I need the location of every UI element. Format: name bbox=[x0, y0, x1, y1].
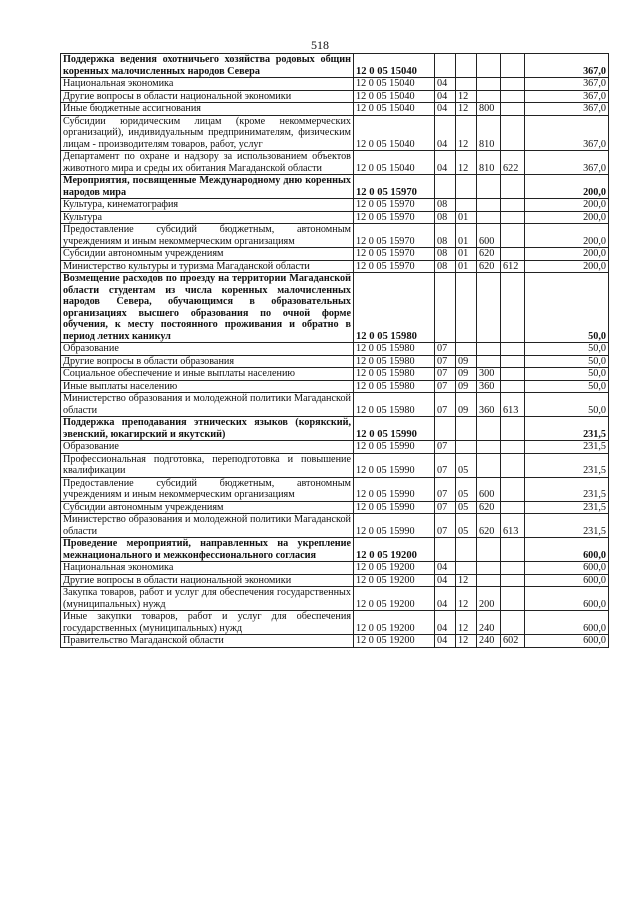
amount: 50,0 bbox=[525, 393, 609, 417]
subsection-code bbox=[456, 417, 477, 441]
subsection-code bbox=[456, 175, 477, 199]
administrator-code bbox=[501, 343, 525, 356]
administrator-code bbox=[501, 587, 525, 611]
section-code: 07 bbox=[435, 453, 456, 477]
section-code: 04 bbox=[435, 587, 456, 611]
row-name: Другие вопросы в области образования bbox=[61, 355, 354, 368]
administrator-code: 622 bbox=[501, 151, 525, 175]
row-name: Предоставление субсидий бюджетным, автономным учреждениям и иным некоммерческим организациям bbox=[61, 477, 354, 501]
subsection-code: 09 bbox=[456, 380, 477, 393]
administrator-code bbox=[501, 453, 525, 477]
row-name: Образование bbox=[61, 343, 354, 356]
table-row bbox=[61, 151, 609, 175]
amount: 200,0 bbox=[525, 224, 609, 248]
section-code: 04 bbox=[435, 115, 456, 151]
amount: 231,5 bbox=[525, 514, 609, 538]
table-row bbox=[61, 224, 609, 248]
administrator-code bbox=[501, 78, 525, 91]
budget-table-body bbox=[61, 54, 609, 648]
expense-type-code: 360 bbox=[477, 380, 501, 393]
table-row bbox=[61, 453, 609, 477]
administrator-code: 602 bbox=[501, 635, 525, 648]
table-row bbox=[61, 90, 609, 103]
row-name: Министерство культуры и туризма Магаданской области bbox=[61, 260, 354, 273]
target-article-code: 12 0 05 15980 bbox=[354, 368, 435, 381]
administrator-code bbox=[501, 115, 525, 151]
target-article-code: 12 0 05 15040 bbox=[354, 54, 435, 78]
amount: 200,0 bbox=[525, 199, 609, 212]
section-code: 07 bbox=[435, 355, 456, 368]
row-name: Профессиональная подготовка, переподготовка и повышение квалификации bbox=[61, 453, 354, 477]
subsection-code: 01 bbox=[456, 260, 477, 273]
amount: 600,0 bbox=[525, 635, 609, 648]
amount: 200,0 bbox=[525, 211, 609, 224]
table-row bbox=[61, 562, 609, 575]
row-name: Субсидии юридическим лицам (кроме некоммерческих организаций), индивидуальным предпринимателям, физическим лицам - производителям товаров, работ, услуг bbox=[61, 115, 354, 151]
expense-type-code bbox=[477, 343, 501, 356]
budget-table bbox=[60, 53, 609, 648]
subsection-code: 09 bbox=[456, 355, 477, 368]
section-code: 04 bbox=[435, 103, 456, 116]
expense-type-code: 620 bbox=[477, 514, 501, 538]
section-code: 07 bbox=[435, 393, 456, 417]
amount: 600,0 bbox=[525, 538, 609, 562]
table-row bbox=[61, 368, 609, 381]
amount: 200,0 bbox=[525, 260, 609, 273]
row-name: Иные закупки товаров, работ и услуг для обеспечения государственных (муниципальных) нужд bbox=[61, 611, 354, 635]
subsection-code: 01 bbox=[456, 224, 477, 248]
section-code: 07 bbox=[435, 380, 456, 393]
subsection-code: 05 bbox=[456, 501, 477, 514]
administrator-code bbox=[501, 380, 525, 393]
row-name: Культура bbox=[61, 211, 354, 224]
table-row bbox=[61, 78, 609, 91]
section-code: 08 bbox=[435, 260, 456, 273]
administrator-code bbox=[501, 224, 525, 248]
section-code: 07 bbox=[435, 368, 456, 381]
subsection-code: 05 bbox=[456, 453, 477, 477]
section-code bbox=[435, 175, 456, 199]
target-article-code: 12 0 05 15040 bbox=[354, 115, 435, 151]
expense-type-code: 240 bbox=[477, 635, 501, 648]
subsection-code: 01 bbox=[456, 211, 477, 224]
amount: 231,5 bbox=[525, 441, 609, 454]
administrator-code bbox=[501, 574, 525, 587]
subsection-code bbox=[456, 199, 477, 212]
expense-type-code bbox=[477, 574, 501, 587]
row-name: Субсидии автономным учреждениям bbox=[61, 248, 354, 261]
row-name: Поддержка преподавания этнических языков (корякский, эвенский, юкагирский и якутский) bbox=[61, 417, 354, 441]
expense-type-code bbox=[477, 562, 501, 575]
table-row bbox=[61, 441, 609, 454]
section-code: 04 bbox=[435, 90, 456, 103]
section-code: 04 bbox=[435, 635, 456, 648]
target-article-code: 12 0 05 15990 bbox=[354, 501, 435, 514]
row-name: Департамент по охране и надзору за использованием объектов животного мира и среды их обитания Магаданской области bbox=[61, 151, 354, 175]
table-row bbox=[61, 574, 609, 587]
administrator-code bbox=[501, 90, 525, 103]
amount: 50,0 bbox=[525, 355, 609, 368]
row-name: Национальная экономика bbox=[61, 562, 354, 575]
target-article-code: 12 0 05 15980 bbox=[354, 273, 435, 343]
administrator-code bbox=[501, 248, 525, 261]
subsection-code: 09 bbox=[456, 393, 477, 417]
expense-type-code: 620 bbox=[477, 260, 501, 273]
table-row bbox=[61, 393, 609, 417]
target-article-code: 12 0 05 15980 bbox=[354, 380, 435, 393]
administrator-code: 612 bbox=[501, 260, 525, 273]
administrator-code bbox=[501, 368, 525, 381]
expense-type-code bbox=[477, 211, 501, 224]
section-code: 07 bbox=[435, 477, 456, 501]
page-number: 518 bbox=[311, 38, 329, 52]
subsection-code: 05 bbox=[456, 477, 477, 501]
subsection-code bbox=[456, 273, 477, 343]
target-article-code: 12 0 05 15980 bbox=[354, 355, 435, 368]
expense-type-code bbox=[477, 355, 501, 368]
amount: 367,0 bbox=[525, 103, 609, 116]
target-article-code: 12 0 05 15970 bbox=[354, 248, 435, 261]
subsection-code: 12 bbox=[456, 587, 477, 611]
target-article-code: 12 0 05 19200 bbox=[354, 611, 435, 635]
target-article-code: 12 0 05 15980 bbox=[354, 393, 435, 417]
table-row-heading bbox=[61, 417, 609, 441]
section-code: 07 bbox=[435, 343, 456, 356]
row-name: Другие вопросы в области национальной экономики bbox=[61, 90, 354, 103]
table-row-heading bbox=[61, 175, 609, 199]
amount: 231,5 bbox=[525, 501, 609, 514]
target-article-code: 12 0 05 15040 bbox=[354, 90, 435, 103]
amount: 231,5 bbox=[525, 477, 609, 501]
section-code: 04 bbox=[435, 151, 456, 175]
expense-type-code: 600 bbox=[477, 224, 501, 248]
section-code: 04 bbox=[435, 562, 456, 575]
expense-type-code: 620 bbox=[477, 501, 501, 514]
section-code: 08 bbox=[435, 199, 456, 212]
administrator-code bbox=[501, 273, 525, 343]
target-article-code: 12 0 05 19200 bbox=[354, 587, 435, 611]
target-article-code: 12 0 05 15990 bbox=[354, 441, 435, 454]
table-row bbox=[61, 587, 609, 611]
table-row bbox=[61, 477, 609, 501]
section-code: 04 bbox=[435, 78, 456, 91]
expense-type-code: 360 bbox=[477, 393, 501, 417]
row-name: Субсидии автономным учреждениям bbox=[61, 501, 354, 514]
amount: 200,0 bbox=[525, 248, 609, 261]
target-article-code: 12 0 05 15990 bbox=[354, 417, 435, 441]
section-code: 07 bbox=[435, 514, 456, 538]
target-article-code: 12 0 05 15040 bbox=[354, 151, 435, 175]
section-code bbox=[435, 417, 456, 441]
subsection-code bbox=[456, 441, 477, 454]
row-name: Правительство Магаданской области bbox=[61, 635, 354, 648]
amount: 367,0 bbox=[525, 151, 609, 175]
administrator-code bbox=[501, 538, 525, 562]
amount: 367,0 bbox=[525, 115, 609, 151]
amount: 50,0 bbox=[525, 368, 609, 381]
row-name: Возмещение расходов по проезду на территории Магаданской области студентам из числа коренных малочисленных народов Севера, обучающимся в образовательных организациях высшего образования по очной форме обучения, к месту постоянного проживания и обратно в период летних каникул bbox=[61, 273, 354, 343]
section-code: 04 bbox=[435, 574, 456, 587]
administrator-code bbox=[501, 175, 525, 199]
target-article-code: 12 0 05 15980 bbox=[354, 343, 435, 356]
row-name: Проведение мероприятий, направленных на укрепление межнационального и межконфессионального согласия bbox=[61, 538, 354, 562]
target-article-code: 12 0 05 15970 bbox=[354, 224, 435, 248]
amount: 600,0 bbox=[525, 587, 609, 611]
section-code bbox=[435, 54, 456, 78]
section-code: 07 bbox=[435, 501, 456, 514]
expense-type-code bbox=[477, 199, 501, 212]
table-row bbox=[61, 115, 609, 151]
expense-type-code: 200 bbox=[477, 587, 501, 611]
expense-type-code bbox=[477, 90, 501, 103]
expense-type-code: 620 bbox=[477, 248, 501, 261]
section-code: 08 bbox=[435, 248, 456, 261]
expense-type-code: 810 bbox=[477, 151, 501, 175]
table-row bbox=[61, 355, 609, 368]
target-article-code: 12 0 05 15970 bbox=[354, 175, 435, 199]
amount: 231,5 bbox=[525, 417, 609, 441]
row-name: Предоставление субсидий бюджетным, автономным учреждениям и иным некоммерческим организациям bbox=[61, 224, 354, 248]
subsection-code bbox=[456, 54, 477, 78]
expense-type-code: 800 bbox=[477, 103, 501, 116]
amount: 367,0 bbox=[525, 90, 609, 103]
table-row bbox=[61, 199, 609, 212]
expense-type-code: 240 bbox=[477, 611, 501, 635]
expense-type-code bbox=[477, 273, 501, 343]
row-name: Иные бюджетные ассигнования bbox=[61, 103, 354, 116]
target-article-code: 12 0 05 15990 bbox=[354, 453, 435, 477]
table-row bbox=[61, 514, 609, 538]
section-code: 07 bbox=[435, 441, 456, 454]
subsection-code: 12 bbox=[456, 635, 477, 648]
amount: 50,0 bbox=[525, 380, 609, 393]
subsection-code bbox=[456, 538, 477, 562]
amount: 600,0 bbox=[525, 611, 609, 635]
administrator-code bbox=[501, 199, 525, 212]
row-name: Другие вопросы в области национальной экономики bbox=[61, 574, 354, 587]
subsection-code: 01 bbox=[456, 248, 477, 261]
row-name: Образование bbox=[61, 441, 354, 454]
row-name: Министерство образования и молодежной политики Магаданской области bbox=[61, 514, 354, 538]
subsection-code: 12 bbox=[456, 90, 477, 103]
target-article-code: 12 0 05 15990 bbox=[354, 477, 435, 501]
administrator-code bbox=[501, 477, 525, 501]
administrator-code bbox=[501, 441, 525, 454]
table-row bbox=[61, 260, 609, 273]
administrator-code: 613 bbox=[501, 393, 525, 417]
row-name: Поддержка ведения охотничьего хозяйства родовых общин коренных малочисленных народов Севера bbox=[61, 54, 354, 78]
amount: 367,0 bbox=[525, 54, 609, 78]
administrator-code bbox=[501, 54, 525, 78]
amount: 600,0 bbox=[525, 574, 609, 587]
expense-type-code bbox=[477, 175, 501, 199]
section-code: 08 bbox=[435, 224, 456, 248]
row-name: Иные выплаты населению bbox=[61, 380, 354, 393]
target-article-code: 12 0 05 15970 bbox=[354, 199, 435, 212]
expense-type-code bbox=[477, 78, 501, 91]
subsection-code: 12 bbox=[456, 103, 477, 116]
expense-type-code bbox=[477, 453, 501, 477]
table-row bbox=[61, 380, 609, 393]
administrator-code bbox=[501, 611, 525, 635]
section-code: 08 bbox=[435, 211, 456, 224]
table-row-heading bbox=[61, 273, 609, 343]
administrator-code bbox=[501, 211, 525, 224]
row-name: Культура, кинематография bbox=[61, 199, 354, 212]
amount: 231,5 bbox=[525, 453, 609, 477]
expense-type-code: 810 bbox=[477, 115, 501, 151]
amount: 50,0 bbox=[525, 273, 609, 343]
target-article-code: 12 0 05 19200 bbox=[354, 574, 435, 587]
table-row bbox=[61, 611, 609, 635]
subsection-code: 12 bbox=[456, 574, 477, 587]
section-code: 04 bbox=[435, 611, 456, 635]
amount: 600,0 bbox=[525, 562, 609, 575]
expense-type-code bbox=[477, 538, 501, 562]
subsection-code: 09 bbox=[456, 368, 477, 381]
expense-type-code: 300 bbox=[477, 368, 501, 381]
expense-type-code bbox=[477, 417, 501, 441]
subsection-code bbox=[456, 78, 477, 91]
row-name: Министерство образования и молодежной политики Магаданской области bbox=[61, 393, 354, 417]
administrator-code: 613 bbox=[501, 514, 525, 538]
table-row bbox=[61, 343, 609, 356]
table-row bbox=[61, 501, 609, 514]
row-name: Мероприятия, посвященные Международному дню коренных народов мира bbox=[61, 175, 354, 199]
row-name: Национальная экономика bbox=[61, 78, 354, 91]
target-article-code: 12 0 05 15970 bbox=[354, 260, 435, 273]
table-row bbox=[61, 103, 609, 116]
section-code bbox=[435, 538, 456, 562]
table-row bbox=[61, 635, 609, 648]
administrator-code bbox=[501, 103, 525, 116]
administrator-code bbox=[501, 417, 525, 441]
subsection-code: 12 bbox=[456, 151, 477, 175]
subsection-code: 05 bbox=[456, 514, 477, 538]
target-article-code: 12 0 05 15040 bbox=[354, 78, 435, 91]
amount: 367,0 bbox=[525, 78, 609, 91]
administrator-code bbox=[501, 562, 525, 575]
target-article-code: 12 0 05 15040 bbox=[354, 103, 435, 116]
table-row bbox=[61, 211, 609, 224]
section-code bbox=[435, 273, 456, 343]
amount: 50,0 bbox=[525, 343, 609, 356]
target-article-code: 12 0 05 19200 bbox=[354, 635, 435, 648]
table-row-heading bbox=[61, 538, 609, 562]
expense-type-code: 600 bbox=[477, 477, 501, 501]
subsection-code bbox=[456, 343, 477, 356]
table-row-heading bbox=[61, 54, 609, 78]
subsection-code bbox=[456, 562, 477, 575]
amount: 200,0 bbox=[525, 175, 609, 199]
target-article-code: 12 0 05 15990 bbox=[354, 514, 435, 538]
subsection-code: 12 bbox=[456, 115, 477, 151]
target-article-code: 12 0 05 19200 bbox=[354, 562, 435, 575]
row-name: Закупка товаров, работ и услуг для обеспечения государственных (муниципальных) нужд bbox=[61, 587, 354, 611]
expense-type-code bbox=[477, 441, 501, 454]
expense-type-code bbox=[477, 54, 501, 78]
table-row bbox=[61, 248, 609, 261]
administrator-code bbox=[501, 355, 525, 368]
target-article-code: 12 0 05 19200 bbox=[354, 538, 435, 562]
subsection-code: 12 bbox=[456, 611, 477, 635]
administrator-code bbox=[501, 501, 525, 514]
row-name: Социальное обеспечение и иные выплаты населению bbox=[61, 368, 354, 381]
target-article-code: 12 0 05 15970 bbox=[354, 211, 435, 224]
